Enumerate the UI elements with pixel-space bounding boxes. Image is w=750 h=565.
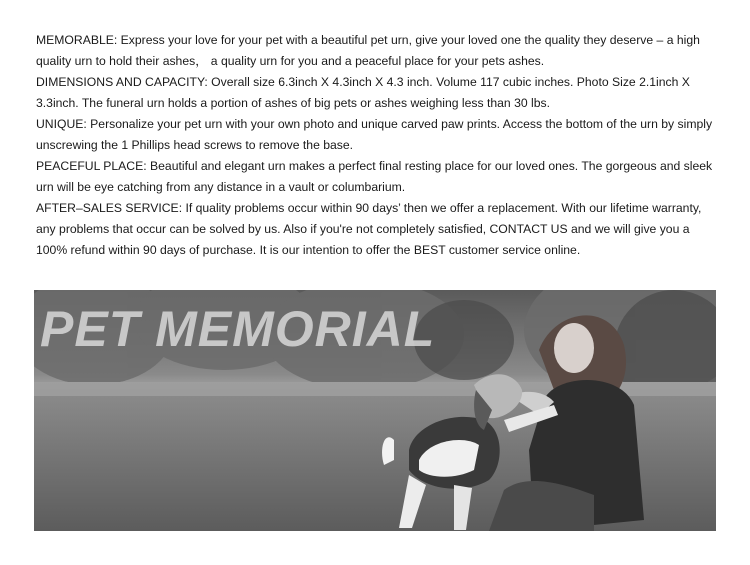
banner-title: PET MEMORIAL xyxy=(40,301,436,357)
dimensions-paragraph: DIMENSIONS AND CAPACITY: Overall size 6.3inch X 4.3inch X 4.3 inch. Volume 117 cubic inches. Photo Size 2.1inch X 3.3inch. The funeral urn holds a portion of ashes of big pets or ashes weighing less than 30 lbs. xyxy=(36,75,690,110)
pet-memorial-banner xyxy=(34,290,716,531)
after-sales-paragraph: AFTER–SALES SERVICE: If quality problems occur within 90 days’ then we offer a replacement. With our lifetime warranty, any problems that occur can be solved by us. Also if you're not completely satisfied, CONTACT US and we will give you a 100% refund within 90 days of purchase. It is our intention to offer the BEST customer service online. xyxy=(36,201,702,257)
product-description xyxy=(36,30,722,261)
memorable-paragraph: MEMORABLE: Express your love for your pet with a beautiful pet urn, give your loved one the quality they deserve – a high quality urn to hold their ashes， a quality urn for you and a peaceful place for your pets ashes. xyxy=(36,33,700,68)
unique-paragraph: UNIQUE: Personalize your pet urn with your own photo and unique carved paw prints. Access the bottom of the urn by simply unscrewing the 1 Phillips head screws to remove the base. xyxy=(36,117,713,152)
peaceful-place-paragraph: PEACEFUL PLACE: Beautiful and elegant urn makes a perfect final resting place for our loved ones. The gorgeous and sleek urn will be eye catching from any distance in a vault or columbarium. xyxy=(36,159,713,194)
